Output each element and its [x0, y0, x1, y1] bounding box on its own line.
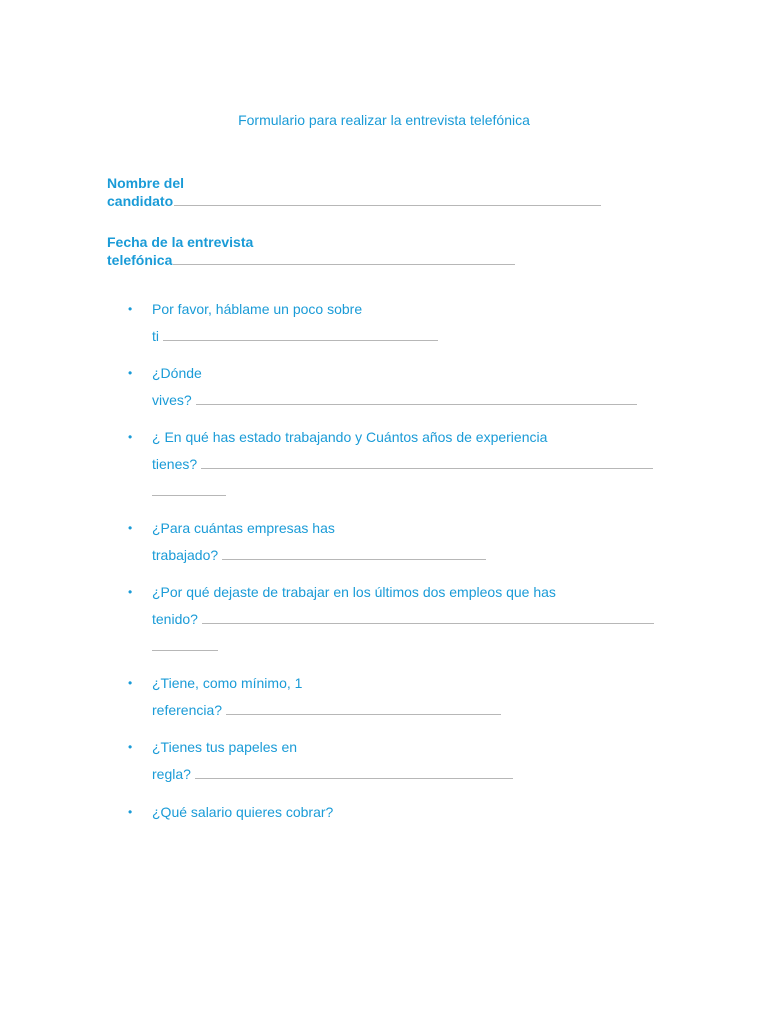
- question-item: [128, 579, 654, 660]
- answer-blank[interactable]: [202, 610, 654, 624]
- answer-blank[interactable]: [163, 327, 438, 341]
- question-text: ¿Por qué dejaste de trabajar en los últimos dos empleos que has: [152, 584, 556, 600]
- answer-blank[interactable]: [195, 765, 513, 779]
- bullet-icon: •: [128, 805, 133, 819]
- bullet-icon: •: [128, 585, 133, 599]
- candidate-name-field: [107, 174, 601, 210]
- question-text: ¿Qué salario quieres cobrar?: [152, 804, 334, 820]
- question-text-cont: referencia?: [152, 702, 223, 718]
- bullet-icon: •: [128, 521, 133, 535]
- answer-blank-continued[interactable]: [152, 482, 226, 496]
- question-text-cont: tenido?: [152, 611, 198, 627]
- answer-blank-continued[interactable]: [152, 637, 218, 651]
- question-text-cont: regla?: [152, 766, 191, 782]
- question-text-cont: ti: [152, 328, 159, 344]
- question-text: ¿Dónde: [152, 365, 202, 381]
- question-text: ¿Tiene, como mínimo, 1: [152, 675, 303, 691]
- question-text-cont: trabajado?: [152, 547, 219, 563]
- question-item: [128, 734, 513, 788]
- bullet-icon: •: [128, 430, 133, 444]
- field-label-line1: Fecha de la entrevista: [107, 234, 254, 250]
- bullet-icon: •: [128, 740, 133, 754]
- question-text: ¿Para cuántas empresas has: [152, 520, 335, 536]
- field-label-line1: Nombre del: [107, 175, 185, 191]
- question-text: ¿ En qué has estado trabajando y Cuántos años de experiencia: [152, 429, 548, 445]
- question-item: [128, 360, 637, 414]
- question-text-cont: vives?: [152, 392, 192, 408]
- question-text: ¿Tienes tus papeles en: [152, 739, 298, 755]
- bullet-icon: •: [128, 302, 133, 316]
- field-label-line2: telefónica: [107, 252, 173, 268]
- candidate-name-blank[interactable]: [174, 193, 601, 206]
- question-text: Por favor, háblame un poco sobre: [152, 301, 363, 317]
- answer-blank[interactable]: [201, 455, 653, 469]
- interview-date-blank[interactable]: [173, 252, 515, 265]
- question-text-cont: tienes?: [152, 456, 198, 472]
- interview-date-field: [107, 233, 515, 269]
- question-item: [128, 515, 486, 569]
- question-item: [128, 424, 653, 505]
- question-item: [128, 296, 438, 350]
- bullet-icon: •: [128, 676, 133, 690]
- answer-blank[interactable]: [226, 701, 501, 715]
- question-item: [128, 670, 501, 724]
- answer-blank[interactable]: [196, 391, 637, 405]
- field-label-line2: candidato: [107, 193, 174, 209]
- answer-blank[interactable]: [222, 546, 486, 560]
- question-item: [128, 799, 334, 826]
- bullet-icon: •: [128, 366, 133, 380]
- document-title: Formulario para realizar la entrevista telefónica: [238, 112, 530, 128]
